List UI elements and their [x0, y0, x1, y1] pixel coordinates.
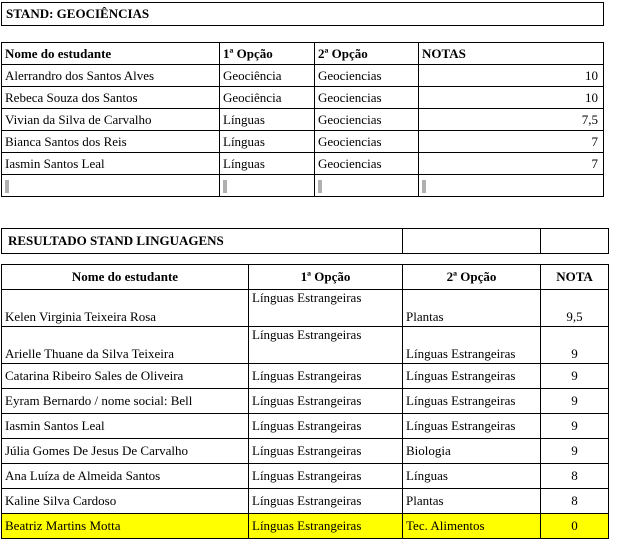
cell-opcao2: Geociencias	[315, 87, 419, 109]
geociencias-spacer-row	[2, 26, 610, 43]
cell-marker-icon	[422, 180, 426, 193]
geociencias-header-pad	[604, 43, 610, 65]
cell-opcao1: Línguas Estrangeiras	[249, 364, 403, 389]
linguagens-title-row	[2, 229, 609, 254]
cell-nota-empty	[419, 175, 604, 197]
cell-opcao1	[249, 290, 403, 327]
table-row	[2, 364, 609, 389]
cell-opcao2: Línguas Estrangeiras	[403, 389, 541, 414]
cell-opcao1: Línguas Estrangeiras	[249, 464, 403, 489]
cell-nota: 9,5	[541, 290, 609, 327]
cell-opcao1: Línguas Estrangeiras	[249, 414, 403, 439]
cell-opcao2: Geociencias	[315, 109, 419, 131]
cell-opcao2: Plantas	[403, 489, 541, 514]
cell-pad	[604, 131, 610, 153]
cell-opcao1: Línguas	[220, 131, 315, 153]
cell-nome: Ana Luíza de Almeida Santos	[2, 464, 249, 489]
cell-opcao1-text: Línguas Estrangeiras	[252, 290, 362, 305]
cell-opcao1: Geociência	[220, 65, 315, 87]
cell-opcao1-empty	[220, 175, 315, 197]
geociencias-header-row	[2, 43, 610, 65]
linguagens-gap-row	[2, 254, 609, 265]
cell-opcao2: Línguas Estrangeiras	[403, 327, 541, 364]
cell-opcao1: Línguas Estrangeiras	[249, 514, 403, 539]
table-row	[2, 131, 610, 153]
table-row	[2, 439, 609, 464]
cell-opcao2: Geociencias	[315, 153, 419, 175]
cell-nota: 9	[541, 439, 609, 464]
cell-opcao2: Geociencias	[315, 131, 419, 153]
cell-nome: Arielle Thuane da Silva Teixeira	[2, 327, 249, 364]
cell-opcao2: Tec. Alimentos	[403, 514, 541, 539]
linguagens-header-opcao1: 1ª Opção	[249, 265, 403, 290]
cell-nome: Kaline Silva Cardoso	[2, 489, 249, 514]
cell-nome: Eyram Bernardo / nome social: Bell	[2, 389, 249, 414]
cell-pad	[604, 175, 610, 197]
cell-opcao1-text: Línguas Estrangeiras	[252, 327, 362, 342]
geociencias-table	[1, 2, 610, 197]
cell-opcao1: Línguas Estrangeiras	[249, 439, 403, 464]
cell-nota: 10	[419, 87, 604, 109]
cell-opcao1	[249, 327, 403, 364]
cell-marker-icon	[318, 180, 322, 193]
table-row-highlighted	[2, 514, 609, 539]
cell-nota: 9	[541, 389, 609, 414]
cell-nota: 8	[541, 489, 609, 514]
geociencias-header-opcao1: 1ª Opção	[220, 43, 315, 65]
cell-opcao1: Geociência	[220, 87, 315, 109]
cell-nome: Rebeca Souza dos Santos	[2, 87, 220, 109]
linguagens-header-opcao2: 2ª Opção	[403, 265, 541, 290]
cell-opcao2: Biologia	[403, 439, 541, 464]
geociencias-header-nome: Nome do estudante	[2, 43, 220, 65]
geociencias-title: STAND: GEOCIÊNCIAS	[2, 3, 604, 26]
linguagens-header-nome: Nome do estudante	[2, 265, 249, 290]
linguagens-title-pad1	[403, 229, 541, 254]
table-row	[2, 87, 610, 109]
cell-pad	[604, 153, 610, 175]
linguagens-header-nota: NOTA	[541, 265, 609, 290]
cell-nota: 7,5	[419, 109, 604, 131]
cell-opcao2-empty	[315, 175, 419, 197]
cell-nota: 9	[541, 414, 609, 439]
cell-marker-icon	[5, 180, 9, 193]
table-row	[2, 464, 609, 489]
cell-opcao2: Plantas	[403, 290, 541, 327]
cell-opcao2: Línguas Estrangeiras	[403, 364, 541, 389]
cell-opcao1: Línguas	[220, 109, 315, 131]
table-row	[2, 290, 609, 327]
cell-nota: 8	[541, 464, 609, 489]
cell-pad	[604, 87, 610, 109]
cell-opcao2: Geociencias	[315, 65, 419, 87]
cell-opcao2: Línguas	[403, 464, 541, 489]
cell-nota: 10	[419, 65, 604, 87]
table-row	[2, 109, 610, 131]
cell-nota: 9	[541, 364, 609, 389]
table-row	[2, 414, 609, 439]
cell-nome: Alerrandro dos Santos Alves	[2, 65, 220, 87]
table-row	[2, 327, 609, 364]
geociencias-title-row	[2, 3, 610, 26]
linguagens-table	[1, 228, 609, 539]
cell-opcao2: Línguas Estrangeiras	[403, 414, 541, 439]
cell-opcao1: Línguas	[220, 153, 315, 175]
cell-nome: Beatriz Martins Motta	[2, 514, 249, 539]
geociencias-title-pad	[604, 3, 610, 26]
linguagens-header-row	[2, 265, 609, 290]
cell-nota: 7	[419, 153, 604, 175]
table-row	[2, 389, 609, 414]
cell-nome: Kelen Virginia Teixeira Rosa	[2, 290, 249, 327]
cell-pad	[604, 65, 610, 87]
cell-nome: Catarina Ribeiro Sales de Oliveira	[2, 364, 249, 389]
cell-nota: 0	[541, 514, 609, 539]
table-row	[2, 489, 609, 514]
cell-nome: Iasmin Santos Leal	[2, 153, 220, 175]
cell-marker-icon	[223, 180, 227, 193]
cell-pad	[604, 109, 610, 131]
geociencias-spacer-cell	[2, 26, 610, 43]
cell-nome: Bianca Santos dos Reis	[2, 131, 220, 153]
cell-nota: 9	[541, 327, 609, 364]
table-row-empty	[2, 175, 610, 197]
cell-nome: Vivian da Silva de Carvalho	[2, 109, 220, 131]
cell-nome-empty	[2, 175, 220, 197]
table-row	[2, 153, 610, 175]
cell-nome: Júlia Gomes De Jesus De Carvalho	[2, 439, 249, 464]
geociencias-header-opcao2: 2ª Opção	[315, 43, 419, 65]
linguagens-gap-cell	[2, 254, 609, 265]
cell-nome: Iasmin Santos Leal	[2, 414, 249, 439]
geociencias-header-notas: NOTAS	[419, 43, 604, 65]
cell-opcao1: Línguas Estrangeiras	[249, 389, 403, 414]
cell-nota: 7	[419, 131, 604, 153]
linguagens-title-pad2	[541, 229, 609, 254]
cell-opcao1: Línguas Estrangeiras	[249, 489, 403, 514]
table-row	[2, 65, 610, 87]
linguagens-title: RESULTADO STAND LINGUAGENS	[2, 229, 403, 254]
